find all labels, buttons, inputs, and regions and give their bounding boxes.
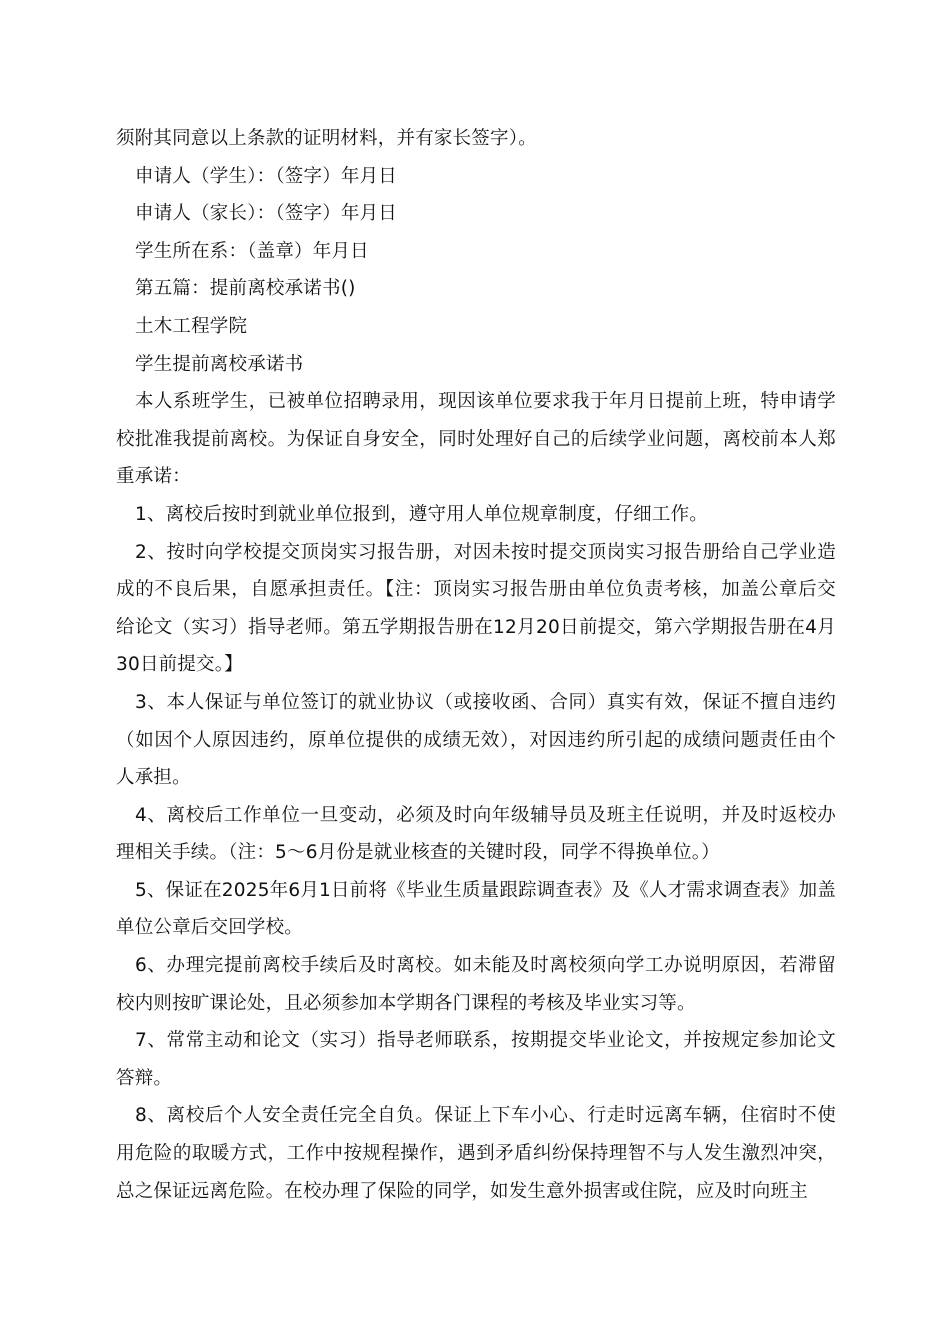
signature-line-parent: 申请人（家长）：（签字）年月日 [135,203,398,225]
commitment-item-4: 4、离校后工作单位一旦变动，必须及时向年级辅导员及班主任说明，并及时返校办理相关手续。（注：5～6月份是就业核查的关键时段，同学不得换单位。） [116,804,836,864]
commitment-item-6: 6、办理完提前离校手续后及时离校。如未能及时离校须向学工办说明原因，若滞留校内则按旷课论处，且必须参加本学期各门课程的考核及毕业实习等。 [116,955,836,1014]
commitment-item-3: 3、本人保证与单位签订的就业协议（或接收函、合同）真实有效，保证不擅自违约（如因个人原因违约，原单位提供的成绩无效），对因违约所引起的成绩问题责任由个人承担。 [116,691,836,789]
document-body [116,120,836,1210]
signature-line-department: 学生所在系：（盖章）年月日 [135,240,369,262]
commitment-item-5: 5、保证在2025年6月1日前将《毕业生质量跟踪调查表》及《人才需求调查表》加盖单位公章后交回学校。 [116,879,836,939]
commitment-item-8: 8、离校后个人安全责任完全自负。保证上下车小心、行走时远离车辆，住宿时不使用危险的取暖方式，工作中按规程操作，遇到矛盾纠纷保持理智不与人发生激烈冲突，总之保证远离危险。在校办理了保险的同学，如发生意外损害或住院，应及时向班主 [116,1105,836,1202]
commitment-item-2: 2、按时向学校提交顶岗实习报告册，对因未按时提交顶岗实习报告册给自己学业造成的不良后果，自愿承担责任。【注：顶岗实习报告册由单位负责考核，加盖公章后交给论文（实习）指导老师。第五学期报告册在12月20日前提交，第六学期报告册在4月30日前提交。】 [116,541,836,676]
document-title: 学生提前离校承诺书 [135,353,304,375]
section-heading: 第五篇：提前离校承诺书() [135,278,356,300]
commitment-item-1: 1、离校后按时到就业单位报到，遵守用人单位规章制度，仔细工作。 [135,503,708,525]
paragraph-continuation: 须附其同意以上条款的证明材料，并有家长签字）。 [116,128,537,149]
signature-line-student: 申请人（学生）：（签字）年月日 [135,165,398,187]
intro-paragraph: 本人系班学生，已被单位招聘录用，现因该单位要求我于年月日提前上班，特申请学校批准我提前离校。为保证自身安全，同时处理好自己的后续学业问题，离校前本人郑重承诺： [116,391,836,488]
commitment-item-7: 7、常常主动和论文（实习）指导老师联系，按期提交毕业论文，并按规定参加论文答辩。 [116,1030,836,1089]
school-name: 土木工程学院 [135,315,248,337]
